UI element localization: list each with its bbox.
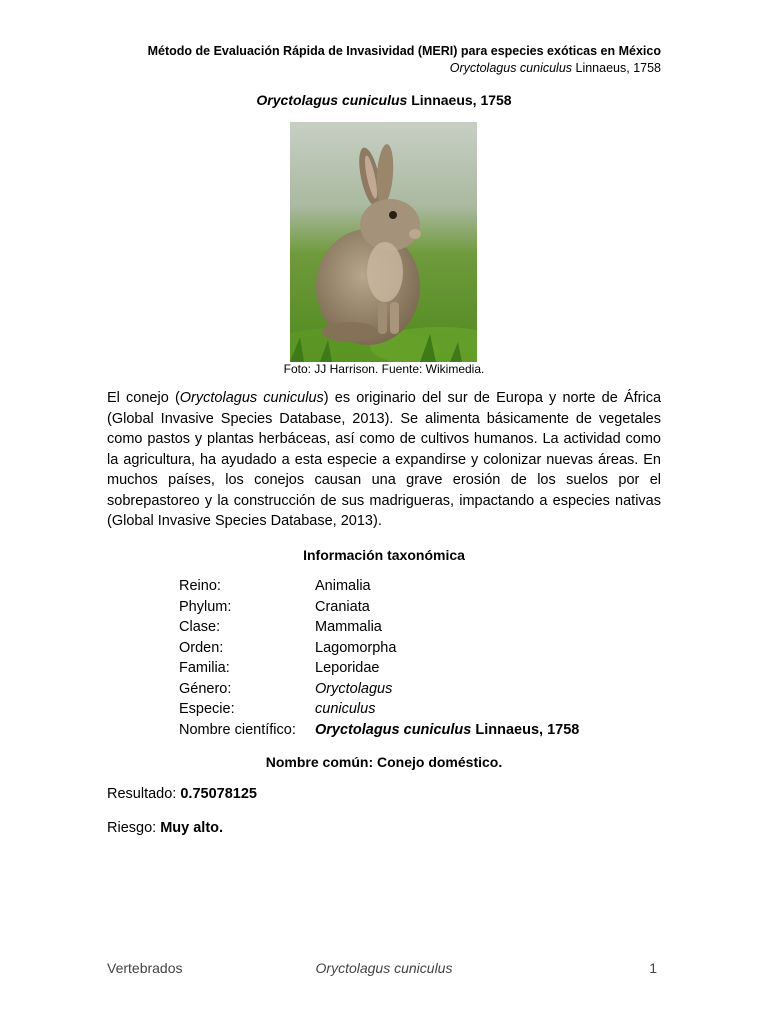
common-name: Nombre común: Conejo doméstico. — [265, 754, 503, 770]
photo-caption: Foto: JJ Harrison. Fuente: Wikimedia. — [283, 362, 485, 376]
taxonomy-label: Phylum: — [179, 598, 232, 615]
taxonomy-label: Género: — [179, 680, 232, 697]
header-species — [148, 60, 661, 77]
taxonomy-value: Oryctolagus — [315, 680, 393, 697]
taxonomy-row — [179, 658, 579, 679]
taxonomy-row-scientific-name — [179, 720, 579, 741]
page-title — [0, 92, 768, 108]
taxonomy-label: Orden: — [179, 639, 224, 656]
risk-line — [107, 820, 223, 836]
risk-value: Muy alto. — [160, 820, 224, 836]
taxonomy-row — [179, 617, 579, 638]
scientific-name-author: Linnaeus, 1758 — [471, 721, 580, 738]
page-title-author: Linnaeus, 1758 — [407, 92, 512, 108]
taxonomy-row — [179, 679, 579, 700]
taxonomy-value: Animalia — [315, 578, 371, 594]
scientific-name-value — [315, 720, 579, 741]
taxonomy-heading: Información taxonómica — [303, 547, 465, 563]
result-line — [107, 786, 257, 802]
rabbit-photo — [290, 122, 477, 362]
page-number: 1 — [649, 960, 657, 976]
taxonomy-row — [179, 597, 579, 618]
taxonomy-label: Clase: — [179, 619, 221, 635]
taxonomy-label: Nombre científico: — [179, 721, 296, 738]
result-label: Resultado: — [107, 786, 181, 802]
taxonomy-label: Familia: — [179, 660, 230, 676]
intro-text-start: El conejo ( — [107, 390, 180, 406]
scientific-name-species: Oryctolagus cuniculus — [315, 721, 472, 738]
taxonomy-row — [179, 699, 579, 720]
header-species-author: Linnaeus, 1758 — [572, 61, 661, 75]
taxonomy-value: Lagomorpha — [315, 639, 397, 656]
taxonomy-table — [179, 576, 579, 740]
intro-text-rest: ) es originario del sur de Europa y norte de África (Global Invasive Species Database, 2013). Se alimenta básicamente de vegetales como pastos y plantas herbáceas, así como de cultivos humanos. La actividad como la agricultura, ha ayudado a esta especie a expandirse y colonizar nuevas áreas. En muchos países, los conejos causan una grave erosión de los suelos por el sobrepastoreo y la construcción de sus madrigueras, impactando a especies nativas (Global Invasive Species Database, 2013). — [107, 390, 662, 529]
taxonomy-value: Mammalia — [315, 619, 382, 635]
intro-species-name: Oryctolagus cuniculus — [179, 390, 324, 406]
taxonomy-row — [179, 576, 579, 597]
header-title: Método de Evaluación Rápida de Invasividad (MERI) para especies exóticas en México — [147, 44, 661, 58]
footer-species: Oryctolagus cuniculus — [315, 960, 453, 976]
taxonomy-value: Leporidae — [315, 660, 380, 676]
taxonomy-row — [179, 638, 579, 659]
taxonomy-label: Reino: — [179, 578, 221, 594]
taxonomy-value: Craniata — [315, 598, 370, 615]
footer-section: Vertebrados — [107, 960, 183, 976]
intro-paragraph — [107, 388, 661, 532]
page-title-species: Oryctolagus cuniculus — [256, 92, 408, 108]
risk-label: Riesgo: — [107, 820, 161, 836]
running-header — [148, 43, 661, 77]
taxonomy-value: cuniculus — [315, 701, 376, 717]
header-species-name: Oryctolagus cuniculus — [449, 61, 573, 75]
taxonomy-label: Especie: — [179, 701, 235, 717]
page-footer — [107, 960, 661, 980]
result-value: 0.75078125 — [180, 786, 257, 802]
